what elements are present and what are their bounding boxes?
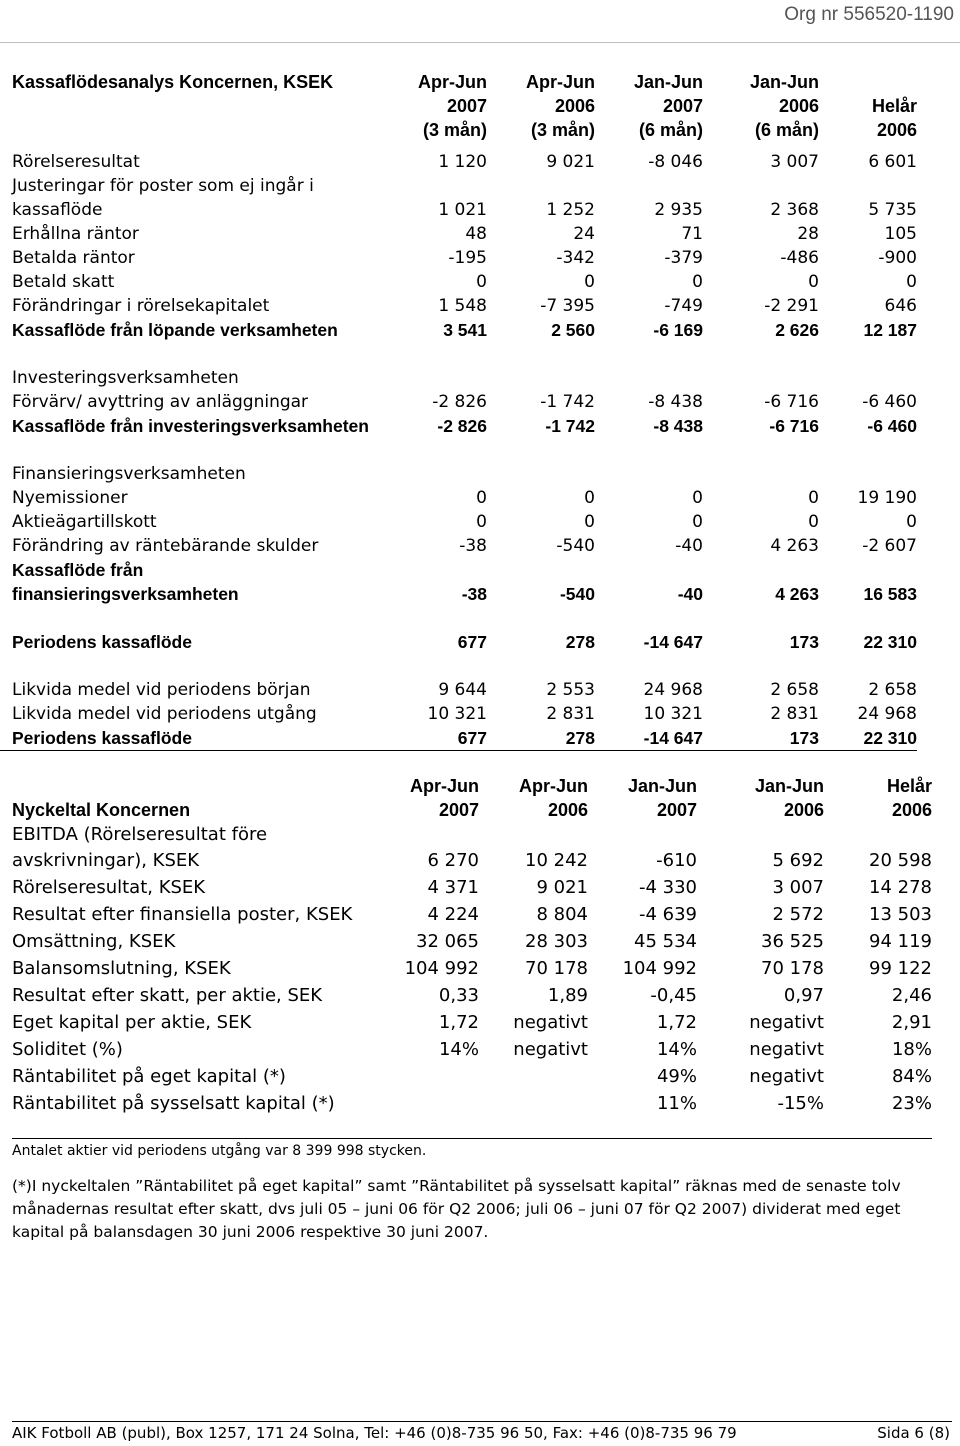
cashflow-row — [0, 438, 917, 462]
cashflow-row — [0, 414, 917, 438]
row-value — [703, 654, 819, 678]
row-value: -7 395 — [540, 296, 595, 316]
row-value — [595, 558, 703, 582]
row-value: 9 644 — [438, 680, 487, 700]
row-value: -540 — [556, 536, 595, 556]
row-value: -2 607 — [862, 536, 917, 556]
row-label: Räntabilitet på eget kapital (*) — [12, 1066, 286, 1087]
row-value: 22 310 — [819, 726, 917, 751]
cashflow-title: Kassaflödesanalys Koncernen, KSEK — [12, 72, 334, 92]
row-label: avskrivningar), KSEK — [12, 850, 200, 871]
row-value — [595, 654, 703, 678]
row-value — [819, 558, 917, 582]
cashflow-row — [0, 486, 917, 510]
cashflow-header-row — [0, 118, 917, 142]
row-value: 6 601 — [868, 152, 917, 172]
row-value — [487, 462, 595, 486]
row-value: 14% — [438, 1039, 479, 1060]
row-value: 173 — [703, 726, 819, 751]
row-value: 48 — [465, 224, 487, 244]
row-value: 104 992 — [404, 958, 479, 979]
row-value: 1 021 — [438, 200, 487, 220]
row-label: Soliditet (%) — [12, 1039, 123, 1060]
keyfigures-column-head: 2006 — [783, 800, 824, 820]
keyfigures-column-head: 2007 — [438, 800, 479, 820]
keyfigures-column-head: Jan-Jun — [627, 776, 697, 796]
row-value: 0 — [584, 272, 595, 292]
keyfigures-row — [0, 822, 932, 847]
row-value: 49% — [656, 1066, 697, 1087]
row-value — [703, 462, 819, 486]
row-value: -2 291 — [764, 296, 819, 316]
cashflow-column-head: Jan-Jun — [749, 72, 819, 92]
row-value: negativt — [749, 1039, 824, 1060]
cashflow-row — [0, 582, 917, 606]
row-value: -8 046 — [648, 152, 703, 172]
row-value: 28 303 — [525, 931, 588, 952]
row-value: 2 553 — [546, 680, 595, 700]
row-value — [487, 342, 595, 366]
row-value: 1 252 — [546, 200, 595, 220]
cashflow-column-head: (3 mån) — [422, 120, 487, 140]
row-label — [0, 654, 418, 678]
keyfigures-column-head: Helår — [886, 776, 932, 796]
row-value — [703, 558, 819, 582]
row-value — [479, 822, 588, 847]
row-value: 71 — [681, 224, 703, 244]
keyfigures-header-row — [0, 798, 932, 822]
cashflow-row — [0, 342, 917, 366]
row-value — [595, 342, 703, 366]
keyfigures-column-head: Jan-Jun — [754, 776, 824, 796]
row-value — [487, 606, 595, 630]
row-value: 0 — [692, 512, 703, 532]
cashflow-row — [0, 318, 917, 342]
row-value — [703, 606, 819, 630]
cashflow-row — [0, 174, 917, 198]
keyfigures-row — [0, 874, 932, 901]
row-label: Justeringar för poster som ej ingår i — [12, 176, 314, 196]
cashflow-column-head: 2007 — [446, 96, 487, 116]
row-value: 0 — [476, 488, 487, 508]
row-value: 10 242 — [525, 850, 588, 871]
cashflow-column-head: Helår — [871, 96, 917, 116]
row-label: Betald skatt — [12, 272, 115, 292]
row-value — [819, 654, 917, 678]
row-value: -4 330 — [638, 877, 697, 898]
row-value: 5 735 — [868, 200, 917, 220]
row-value: 3 541 — [443, 320, 487, 340]
row-value — [703, 438, 819, 462]
row-value: -900 — [878, 248, 917, 268]
row-label — [0, 342, 418, 366]
row-value: -379 — [664, 248, 703, 268]
row-value: 24 — [573, 224, 595, 244]
row-value: 10 321 — [427, 704, 487, 724]
row-value: negativt — [749, 1012, 824, 1033]
row-value — [479, 1090, 588, 1117]
row-label — [0, 438, 418, 462]
row-value: 4 263 — [775, 584, 819, 604]
row-label: Förvärv/ avyttring av anläggningar — [12, 392, 309, 412]
row-label: Aktieägartillskott — [12, 512, 157, 532]
row-label: Periodens kassaflöde — [12, 632, 192, 652]
row-value: 18% — [891, 1039, 932, 1060]
row-label: Kassaflöde från investeringsverksamheten — [12, 416, 369, 436]
header-spacer — [0, 142, 917, 150]
row-value: 646 — [884, 296, 917, 316]
row-label: Kassaflöde från — [12, 560, 144, 580]
row-value — [418, 558, 487, 582]
row-value — [418, 342, 487, 366]
cashflow-row — [0, 294, 917, 318]
row-label: Betalda räntor — [12, 248, 135, 268]
row-value: 10 321 — [643, 704, 703, 724]
row-value — [418, 438, 487, 462]
row-value: 0 — [692, 272, 703, 292]
row-label: Likvida medel vid periodens början — [12, 680, 311, 700]
cashflow-row — [0, 606, 917, 630]
row-value: -486 — [780, 248, 819, 268]
keyfigures-column-head: 2006 — [891, 800, 932, 820]
row-value — [400, 822, 479, 847]
row-label: Finansieringsverksamheten — [12, 464, 246, 484]
row-value: -38 — [459, 536, 487, 556]
cashflow-column-head: 2006 — [778, 96, 819, 116]
cashflow-row — [0, 534, 917, 558]
row-value: 2 560 — [551, 320, 595, 340]
row-value: 99 122 — [869, 958, 932, 979]
cashflow-column-head: 2006 — [876, 120, 917, 140]
row-value: -40 — [675, 536, 703, 556]
row-value: 0 — [476, 512, 487, 532]
row-value: -1 742 — [545, 416, 595, 436]
row-value: 2,46 — [891, 985, 932, 1006]
row-value — [418, 654, 487, 678]
row-value: 19 190 — [857, 488, 917, 508]
row-value: 1,72 — [438, 1012, 479, 1033]
row-value: 0,33 — [438, 985, 479, 1006]
cashflow-row — [0, 390, 917, 414]
row-value: 9 021 — [536, 877, 588, 898]
row-label — [0, 606, 418, 630]
row-value — [487, 366, 595, 390]
row-value: 104 992 — [622, 958, 697, 979]
row-value — [703, 342, 819, 366]
row-label: Resultat efter finansiella poster, KSEK — [12, 904, 353, 925]
row-value — [418, 366, 487, 390]
keyfigures-row — [0, 1063, 932, 1090]
row-value: 677 — [457, 632, 487, 652]
cashflow-title — [0, 118, 418, 142]
row-label: Resultat efter skatt, per aktie, SEK — [12, 985, 323, 1006]
row-value: 105 — [884, 224, 917, 244]
keyfigures-row — [0, 982, 932, 1009]
row-value — [400, 1090, 479, 1117]
row-value: 28 — [797, 224, 819, 244]
row-value: 3 007 — [772, 877, 824, 898]
row-value: 32 065 — [416, 931, 479, 952]
org-number: Org nr 556520-1190 — [784, 4, 954, 25]
cashflow-row — [0, 510, 917, 534]
cashflow-row — [0, 150, 917, 174]
row-value: 5 692 — [772, 850, 824, 871]
cashflow-header-row — [0, 94, 917, 118]
row-value: 16 583 — [863, 584, 917, 604]
footer-address: AIK Fotboll AB (publ), Box 1257, 171 24 Solna, Tel: +46 (0)8-735 96 50, Fax: +46 (0)8-735 96 79 — [12, 1424, 737, 1442]
row-label: Nyemissioner — [12, 488, 128, 508]
row-value: 2 831 — [546, 704, 595, 724]
keyfigures-title — [0, 774, 400, 798]
keyfigures-row — [0, 1036, 932, 1063]
row-value: 14 278 — [869, 877, 932, 898]
row-value: 4 371 — [427, 877, 479, 898]
row-value — [819, 462, 917, 486]
row-value: -1 742 — [540, 392, 595, 412]
row-value: 2 368 — [770, 200, 819, 220]
row-value: 13 503 — [869, 904, 932, 925]
row-value: 2 626 — [775, 320, 819, 340]
row-label: Likvida medel vid periodens utgång — [12, 704, 317, 724]
row-value: 24 968 — [857, 704, 917, 724]
keyfigures-column-head: 2006 — [547, 800, 588, 820]
row-value: -195 — [448, 248, 487, 268]
row-value: 0,97 — [783, 985, 824, 1006]
row-value: 22 310 — [863, 632, 917, 652]
cashflow-column-head — [819, 70, 917, 94]
row-value — [479, 1063, 588, 1090]
row-value: 4 263 — [770, 536, 819, 556]
row-value: 1,89 — [547, 985, 588, 1006]
row-label: Erhållna räntor — [12, 224, 139, 244]
row-label: Rörelseresultat — [12, 152, 140, 172]
keyfigures-row — [0, 901, 932, 928]
cashflow-row — [0, 246, 917, 270]
row-value — [588, 822, 697, 847]
row-value: 20 598 — [869, 850, 932, 871]
row-value — [697, 822, 824, 847]
row-value: negativt — [513, 1012, 588, 1033]
row-value: -14 647 — [595, 726, 703, 751]
row-value: 2 572 — [772, 904, 824, 925]
row-value: 2 935 — [654, 200, 703, 220]
row-value: -4 639 — [638, 904, 697, 925]
cashflow-column-head: Apr-Jun — [526, 72, 595, 92]
row-label: Förändringar i rörelsekapitalet — [12, 296, 270, 316]
cashflow-table — [0, 70, 917, 751]
shares-note: Antalet aktier vid periodens utgång var 8 399 998 stycken. — [12, 1143, 427, 1159]
row-value: 0 — [584, 488, 595, 508]
row-value — [819, 174, 917, 198]
row-label: Kassaflöde från löpande verksamheten — [12, 320, 338, 340]
row-label: Förändring av räntebärande skulder — [12, 536, 319, 556]
row-value: 94 119 — [869, 931, 932, 952]
row-label: Periodens kassaflöde — [0, 726, 418, 751]
row-value: 24 968 — [643, 680, 703, 700]
row-value: 23% — [891, 1093, 932, 1114]
cashflow-row — [0, 630, 917, 654]
cashflow-row — [0, 654, 917, 678]
cashflow-column-head: Apr-Jun — [418, 72, 487, 92]
row-label: kassaflöde — [12, 200, 103, 220]
row-value: 0 — [906, 512, 917, 532]
keyfigures-row — [0, 928, 932, 955]
row-label: EBITDA (Rörelseresultat före — [12, 824, 268, 845]
row-value: 84% — [891, 1066, 932, 1087]
row-value — [418, 462, 487, 486]
row-label: Räntabilitet på sysselsatt kapital (*) — [12, 1093, 335, 1114]
cashflow-column-head: Jan-Jun — [633, 72, 703, 92]
keyfigures-column-head: 2007 — [656, 800, 697, 820]
row-value — [400, 1063, 479, 1090]
row-value — [487, 558, 595, 582]
row-value: -6 169 — [653, 320, 703, 340]
row-value — [487, 174, 595, 198]
row-value — [819, 606, 917, 630]
row-value — [595, 606, 703, 630]
cashflow-header-row — [0, 70, 917, 94]
row-value — [595, 174, 703, 198]
row-value — [418, 174, 487, 198]
row-value: -749 — [664, 296, 703, 316]
row-value: -8 438 — [653, 416, 703, 436]
footer-divider — [12, 1421, 952, 1422]
row-value: 70 178 — [761, 958, 824, 979]
row-value: 0 — [584, 512, 595, 532]
cashflow-row — [0, 726, 917, 751]
row-value — [819, 342, 917, 366]
notes-divider — [12, 1138, 932, 1139]
row-value: 2 658 — [770, 680, 819, 700]
row-value: -540 — [559, 584, 595, 604]
row-value: -2 826 — [437, 416, 487, 436]
cashflow-row — [0, 558, 917, 582]
row-label: Investeringsverksamheten — [12, 368, 239, 388]
row-value — [418, 606, 487, 630]
footnote: (*)I nyckeltalen ”Räntabilitet på eget kapital” samt ”Räntabilitet på sysselsatt kapital” räknas med de senaste tolv månadernas resultat efter skatt, dvs juli 05 – juni 06 för Q2 2006; juli 06 – juni 07 för Q2 2007) dividerat med eget kapital på balansdagen 30 juni 2006 respektive 30 juni 2007. — [12, 1177, 901, 1241]
row-label: Rörelseresultat, KSEK — [12, 877, 206, 898]
row-value: -342 — [556, 248, 595, 268]
cashflow-column-head: 2006 — [554, 96, 595, 116]
row-value — [824, 822, 932, 847]
row-value: 2 831 — [770, 704, 819, 724]
row-value: -8 438 — [648, 392, 703, 412]
row-value: 278 — [487, 726, 595, 751]
row-value: 0 — [808, 488, 819, 508]
row-value: -40 — [677, 584, 703, 604]
cashflow-row — [0, 270, 917, 294]
page-number: Sida 6 (8) — [877, 1424, 950, 1442]
row-value — [703, 366, 819, 390]
row-value: -6 716 — [764, 392, 819, 412]
row-value — [487, 654, 595, 678]
row-value: 0 — [692, 488, 703, 508]
keyfigures-row — [0, 1009, 932, 1036]
row-value: 45 534 — [634, 931, 697, 952]
row-value: 1,72 — [656, 1012, 697, 1033]
keyfigures-row — [0, 847, 932, 874]
row-value: 0 — [808, 512, 819, 532]
cashflow-row — [0, 678, 917, 702]
row-value: negativt — [513, 1039, 588, 1060]
row-value: -38 — [461, 584, 487, 604]
keyfigures-header-row — [0, 774, 932, 798]
row-value: -610 — [656, 850, 697, 871]
row-value: 2 658 — [868, 680, 917, 700]
row-value: -6 716 — [769, 416, 819, 436]
keyfigures-table — [0, 774, 932, 1117]
cashflow-column-head: (6 mån) — [754, 120, 819, 140]
header-divider — [0, 42, 960, 43]
row-value: -2 826 — [432, 392, 487, 412]
keyfigures-row — [0, 1090, 932, 1117]
row-value: 1 548 — [438, 296, 487, 316]
row-value: 3 007 — [770, 152, 819, 172]
row-value: 0 — [808, 272, 819, 292]
cashflow-column-head: (3 mån) — [530, 120, 595, 140]
row-value: 70 178 — [525, 958, 588, 979]
cashflow-column-head: (6 mån) — [638, 120, 703, 140]
row-label: Balansomslutning, KSEK — [12, 958, 231, 979]
cashflow-row — [0, 462, 917, 486]
row-value: -6 460 — [867, 416, 917, 436]
row-value: 36 525 — [761, 931, 824, 952]
cashflow-row — [0, 222, 917, 246]
keyfigures-row — [0, 955, 932, 982]
cashflow-row — [0, 198, 917, 222]
row-value: -6 460 — [862, 392, 917, 412]
row-value — [819, 438, 917, 462]
row-value — [487, 438, 595, 462]
row-value: 2,91 — [891, 1012, 932, 1033]
row-value: 12 187 — [863, 320, 917, 340]
row-value: negativt — [749, 1066, 824, 1087]
row-label: finansieringsverksamheten — [12, 584, 239, 604]
row-value — [703, 174, 819, 198]
keyfigures-title: Nyckeltal Koncernen — [12, 800, 191, 820]
row-label: Omsättning, KSEK — [12, 931, 176, 952]
row-value — [595, 366, 703, 390]
row-value: 9 021 — [546, 152, 595, 172]
cashflow-row — [0, 702, 917, 726]
row-value: 677 — [418, 726, 487, 751]
row-value: -0,45 — [650, 985, 697, 1006]
keyfigures-column-head: Apr-Jun — [519, 776, 588, 796]
row-value: 0 — [476, 272, 487, 292]
cashflow-column-head: 2007 — [662, 96, 703, 116]
cashflow-title — [0, 94, 418, 118]
row-value — [595, 462, 703, 486]
row-value: -15% — [777, 1093, 824, 1114]
row-value: 0 — [906, 272, 917, 292]
row-value: 14% — [656, 1039, 697, 1060]
row-value: 4 224 — [427, 904, 479, 925]
row-value: 173 — [789, 632, 819, 652]
cashflow-row — [0, 366, 917, 390]
row-value: 278 — [565, 632, 595, 652]
row-value — [819, 366, 917, 390]
keyfigures-column-head: Apr-Jun — [410, 776, 479, 796]
row-label: Eget kapital per aktie, SEK — [12, 1012, 252, 1033]
row-value: -14 647 — [643, 632, 703, 652]
row-value: 11% — [656, 1093, 697, 1114]
row-value — [595, 438, 703, 462]
row-value: 6 270 — [427, 850, 479, 871]
row-value: 1 120 — [438, 152, 487, 172]
row-value: 8 804 — [536, 904, 588, 925]
